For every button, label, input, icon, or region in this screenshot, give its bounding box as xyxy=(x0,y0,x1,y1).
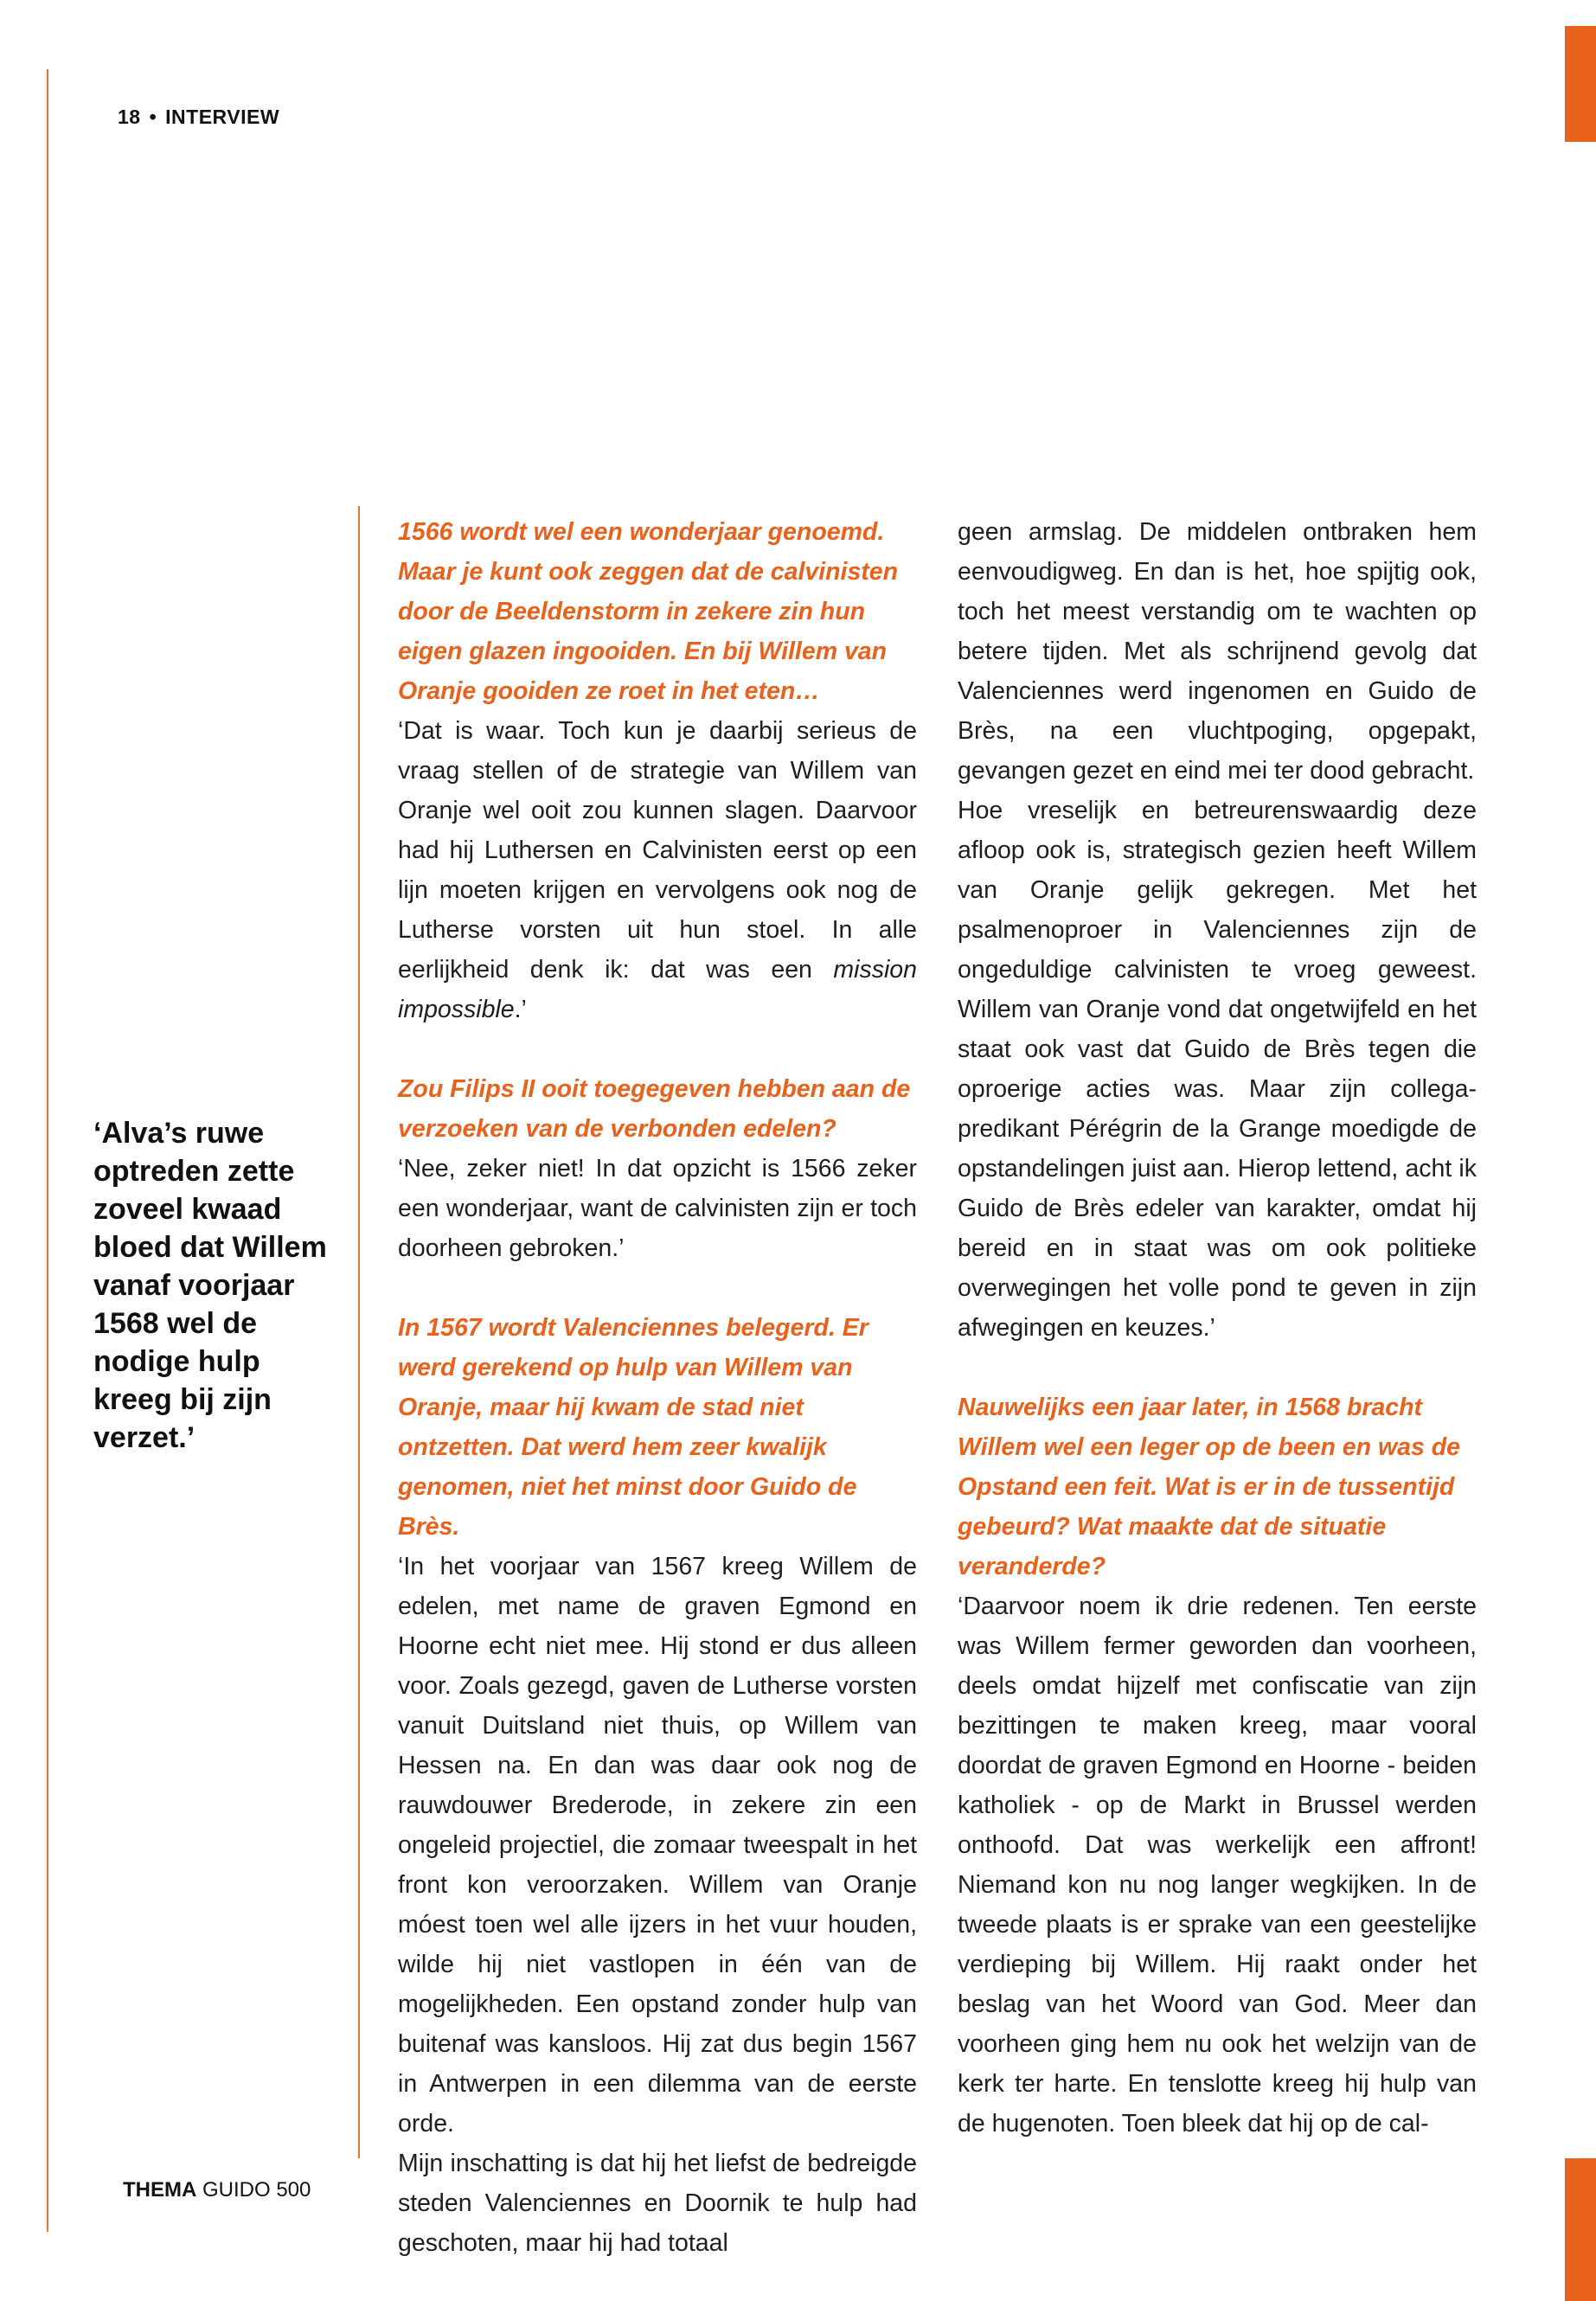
answer-3-continuation: geen armslag. De middelen ontbraken hem eenvoudigweg. En dan is het, hoe spijtig ook, toch het meest verstandig om te wachten op betere tijden. Met als schrijnend gevolg dat Valenciennes werd ingenomen en Guido de Brès, na een vluchtpoging, opgepakt, gevangen gezet en eind mei ter dood gebracht. xyxy=(958,518,1477,785)
text-column-1 xyxy=(398,512,917,2263)
page-number: 18 xyxy=(118,106,141,128)
footer-title: GUIDO 500 xyxy=(202,2178,311,2202)
section-title: INTERVIEW xyxy=(165,106,280,128)
pull-quote: ‘Alva’s ruwe optreden zette zoveel kwaad bloed dat Willem vanaf voorjaar 1568 wel de nodige hulp kreeg bij zijn verzet.’ xyxy=(93,1117,327,1454)
text-column-2 xyxy=(958,512,1477,2144)
emphasis-mission-impossible: mission impossible xyxy=(398,956,917,1023)
answer-3-paragraph: Hoe vreselijk en betreurenswaardig deze afloop ook is, strategisch gezien heeft Willem van Oranje gelijk gekregen. Met het psalmenoproer in Valenciennes zijn de ongeduldige calvinisten te vroeg geweest. Willem van Oranje vond dat ongetwijfeld en het staat ook vast dat Guido de Brès tegen die oproerige acties was. Maar zijn collega-predikant Pérégrin de la Grange moedigde de opstandelingen juist aan. Hierop lettend, acht ik Guido de Brès edeler van karakter, omdat hij bereid en in staat was om ook politieke overwegingen het volle pond te geven in zijn afwegingen en keuzes.’ xyxy=(958,797,1477,1342)
interview-question-2: Zou Filips II ooit toegegeven hebben aan de verzoeken van de verbonden edelen? xyxy=(398,1075,911,1143)
interview-answer-4: ‘Daarvoor noem ik drie redenen. Ten eerste was Willem fermer geworden dan voorheen, deels omdat hijzelf met confiscatie van zijn bezittingen te maken kreeg, maar vooral doordat de graven Egmond en Hoorne - beiden katholiek - op de Markt in Brussel werden onthoofd. Dat was werkelijk een affront! Niemand kon nu nog langer wegkijken. In de tweede plaats is er sprake van een geestelijke verdieping bij Willem. Hij raakt onder het beslag van het Woord van God. Meer dan voorheen ging hem nu ook het welzijn van de kerk ter harte. En tenslotte kreeg hij hulp van de hugenoten. Toen bleek dat hij op de cal- xyxy=(958,1593,1477,2138)
magazine-footer xyxy=(123,2178,311,2202)
running-header xyxy=(118,106,279,129)
interview-answer-3-continued: Mijn inschatting is dat hij het liefst de bedreigde steden Valenciennes en Doornik te hulp had geschoten, maar hij had totaal xyxy=(398,2150,917,2257)
header-separator: • xyxy=(149,106,157,128)
footer-brand: THEMA xyxy=(123,2178,197,2202)
orange-edge-tab-bottom xyxy=(1565,2158,1596,2301)
pull-quote-rule xyxy=(358,506,360,2158)
orange-edge-tab-top xyxy=(1565,26,1596,142)
interview-question-3: In 1567 wordt Valenciennes belegerd. Er werd gerekend op hulp van Willem van Oranje, maar hij kwam de stad niet ontzetten. Dat werd hem zeer kwalijk genomen, niet het minst door Guido de Brès. xyxy=(398,1314,869,1541)
left-margin-rule xyxy=(47,69,48,2232)
interview-answer-1: ‘Dat is waar. Toch kun je daarbij serieus de vraag stellen of de strategie van Willem van Oranje wel ooit zou kunnen slagen. Daarvoor had hij Luthersen en Calvinisten eerst op een lijn moeten krijgen en vervolgens ook nog de Lutherse vorsten uit hun stoel. In alle eerlijkheid denk ik: dat was een mission impossible.’ xyxy=(398,717,917,1023)
interview-question-1: 1566 wordt wel een wonderjaar genoemd. Maar je kunt ook zeggen dat de calvinisten door de Beeldenstorm in zekere zin hun eigen glazen ingooiden. En bij Willem van Oranje gooiden ze roet in het eten… xyxy=(398,518,899,705)
interview-answer-2: ‘Nee, zeker niet! In dat opzicht is 1566 zeker een wonderjaar, want de calvinisten zijn er toch doorheen gebroken.’ xyxy=(398,1155,917,1262)
interview-question-4: Nauwelijks een jaar later, in 1568 bracht Willem wel een leger op de been en was de Opstand een feit. Wat is er in de tussentijd gebeurd? Wat maakte dat de situatie veranderde? xyxy=(958,1394,1461,1580)
interview-answer-3: ‘In het voorjaar van 1567 kreeg Willem de edelen, met name de graven Egmond en Hoorne echt niet mee. Hij stond er dus alleen voor. Zoals gezegd, gaven de Lutherse vorsten vanuit Duitsland niet thuis, op Willem van Hessen na. En dan was daar ook nog de rauwdouwer Brederode, in zekere zin een ongeleid projectiel, die zomaar tweespalt in het front kon veroorzaken. Willem van Oranje móest toen wel alle ijzers in het vuur houden, wilde hij niet vastlopen in één van de mogelijkheden. Een opstand zonder hulp van buitenaf was kansloos. Hij zat dus begin 1567 in Antwerpen in een dilemma van de eerste orde. xyxy=(398,1553,917,2138)
